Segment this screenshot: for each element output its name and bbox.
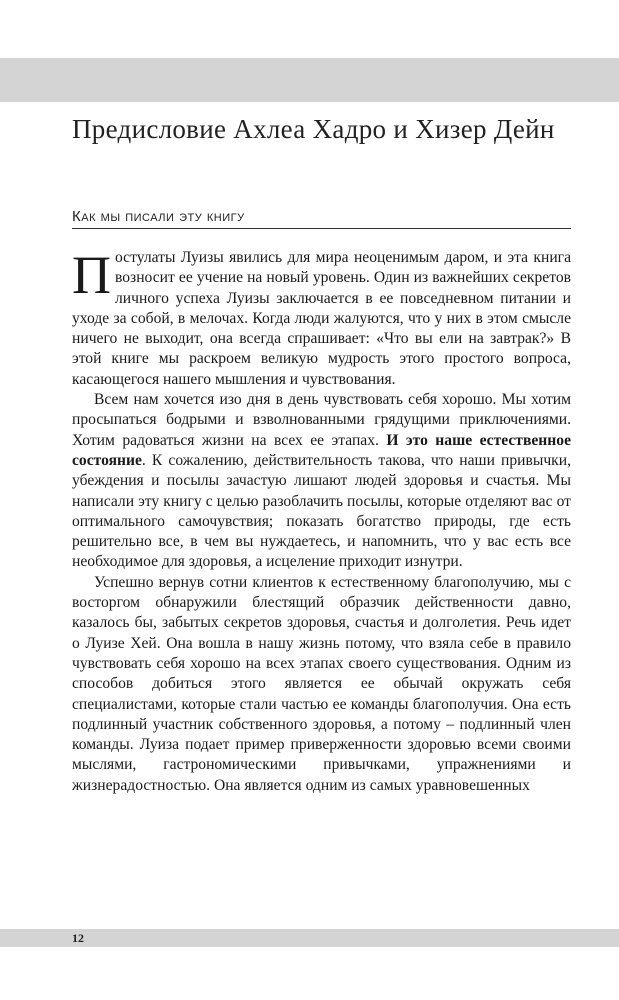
paragraph-3-text: Успешно вернув сотни клиентов к естественному благополучию, мы с восторгом обнаружили блестящий образчик действенности давно, казалось бы, забытых секретов здоровья, счастья и долголетия. Речь идет о Луизе Хей. Она вошла в нашу жизнь потому, что взяла себе в правило чувствовать себя хорошо на всех этапах своего существования. Одним из способов добиться этого является ее обычай окружать себя специалистами, которые стали частью ее команды благополучия. Она есть подлинный участник собственного здоровья, а потому – подлинный член команды. Луиза подает пример приверженности здоровью всеми своими мыслями, гастрономическими привычками, упражнениями и жизнерадостностью. Она является одним из самых уравновешенных — [72, 573, 571, 794]
paragraph-3 — [72, 573, 571, 796]
paragraph-2-text-after: . К сожалению, действительность такова, что наши привычки, убеждения и посылы зачастую лишают людей здоровья и счастья. Мы написали эту книгу с целью разоблачить посылы, которые отделяют вас от оптимального самочувствия; показать богатство природы, где есть решительно все, в чем вы нуждаетесь, и напомнить, что у вас есть все необходимое для здоровья, а исцеление приходит изнутри. — [72, 451, 571, 571]
chapter-title: Предисловие Ахлеа Хадро и Хизер Дейн — [72, 114, 555, 144]
body-text — [72, 245, 571, 796]
paragraph-1 — [72, 245, 571, 390]
footer-band — [0, 929, 619, 947]
paragraph-2 — [72, 390, 571, 573]
section-heading: Как мы писали эту книгу — [72, 208, 571, 229]
paragraph-2-bold: И это наше естественное состояние — [72, 431, 571, 469]
drop-cap: П — [72, 245, 111, 305]
paragraph-1-text: остулаты Луизы явились для мира неоценимым даром, и эта книга возносит ее учение на новый уровень. Один из важнейших секретов личного успеха Луизы заключается в ее повседневном питании и уходе за собой, в мелочах. Когда люди жалуются, что у них в этом смысле ничего не выходит, она всегда спрашивает: «Что вы ели на завтрак?» В этой книге мы раскроем великую мудрость этого простого вопроса, касающегося нашего мышления и чувствования. — [72, 249, 571, 388]
paragraph-2-text-before: Всем нам хочется изо дня в день чувствовать себя хорошо. Мы хотим просыпаться бодрыми и взволнованными грядущими приключениями. Хотим радоваться жизни на всех ее этапах. — [72, 391, 571, 449]
page-number: 12 — [72, 931, 84, 945]
header-band — [0, 58, 619, 102]
